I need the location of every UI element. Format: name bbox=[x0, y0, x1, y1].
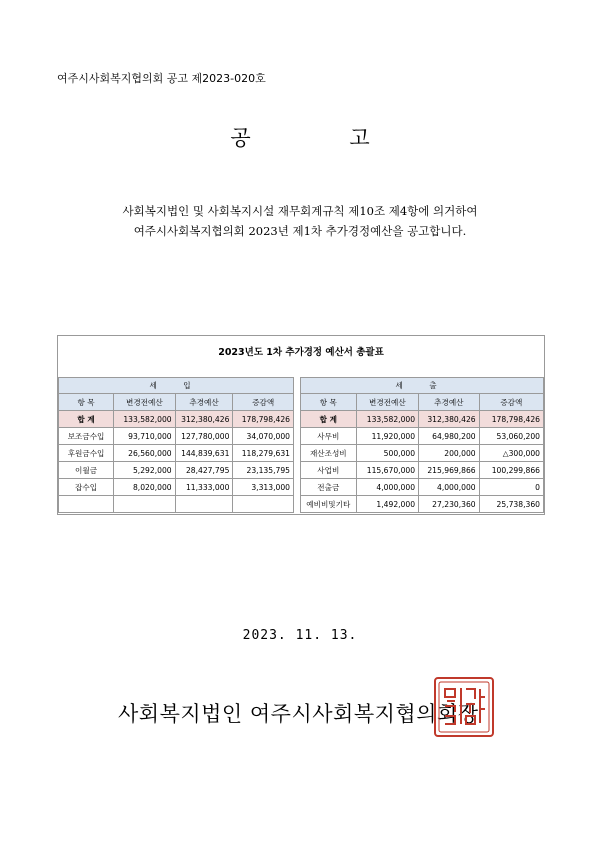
revenue-value-cell: 133,582,000 bbox=[114, 411, 176, 428]
expense-value-cell: 0 bbox=[479, 479, 543, 496]
expense-value-cell: 11,920,000 bbox=[356, 428, 418, 445]
revenue-value-cell: 23,135,795 bbox=[233, 462, 294, 479]
revenue-value-cell: 28,427,795 bbox=[175, 462, 233, 479]
col-header-prev-budget: 변경전예산 bbox=[356, 394, 418, 411]
revenue-item-cell: 보조금수입 bbox=[59, 428, 114, 445]
revenue-value-cell: 26,560,000 bbox=[114, 445, 176, 462]
table-gap bbox=[294, 445, 301, 462]
announcement-date: 2023. 11. 13. bbox=[242, 628, 358, 643]
expense-value-cell: 115,670,000 bbox=[356, 462, 418, 479]
table-row bbox=[59, 496, 544, 513]
expense-value-cell: 178,798,426 bbox=[479, 411, 543, 428]
revenue-item-cell: 합 계 bbox=[59, 411, 114, 428]
expense-item-cell: 사무비 bbox=[301, 428, 357, 445]
revenue-section-header: 세 입 bbox=[59, 378, 294, 394]
budget-summary-table bbox=[58, 377, 544, 513]
document-number: 여주시사회복지협의회 공고 제2023-020호 bbox=[57, 72, 266, 85]
expense-value-cell: 200,000 bbox=[419, 445, 480, 462]
revenue-value-cell: 312,380,426 bbox=[175, 411, 233, 428]
revenue-value-cell bbox=[233, 496, 294, 513]
expense-value-cell: 27,230,360 bbox=[419, 496, 480, 513]
total-row bbox=[59, 411, 544, 428]
expense-value-cell: 53,060,200 bbox=[479, 428, 543, 445]
expense-section-header: 세 출 bbox=[301, 378, 544, 394]
table-gap bbox=[294, 479, 301, 496]
table-gap bbox=[294, 378, 301, 394]
expense-item-cell: 합 계 bbox=[301, 411, 357, 428]
revenue-item-cell: 이월금 bbox=[59, 462, 114, 479]
expense-value-cell: 312,380,426 bbox=[419, 411, 480, 428]
table-row bbox=[59, 445, 544, 462]
revenue-value-cell: 127,780,000 bbox=[175, 428, 233, 445]
col-header-supp-budget: 추경예산 bbox=[419, 394, 480, 411]
revenue-value-cell: 93,710,000 bbox=[114, 428, 176, 445]
revenue-value-cell: 144,839,631 bbox=[175, 445, 233, 462]
col-header-change: 증감액 bbox=[479, 394, 543, 411]
expense-item-cell: 전출금 bbox=[301, 479, 357, 496]
expense-value-cell: 1,492,000 bbox=[356, 496, 418, 513]
expense-value-cell: 64,980,200 bbox=[419, 428, 480, 445]
expense-value-cell: △300,000 bbox=[479, 445, 543, 462]
table-gap bbox=[294, 462, 301, 479]
expense-item-cell: 예비비및기타 bbox=[301, 496, 357, 513]
budget-summary-box bbox=[57, 335, 545, 515]
col-header-prev-budget: 변경전예산 bbox=[114, 394, 176, 411]
revenue-value-cell: 8,020,000 bbox=[114, 479, 176, 496]
signer-name: 사회복지법인 여주시사회복지협의회장 bbox=[118, 702, 479, 726]
table-gap bbox=[294, 411, 301, 428]
revenue-item-cell: 잡수입 bbox=[59, 479, 114, 496]
table-row bbox=[59, 479, 544, 496]
col-header-item: 항 목 bbox=[301, 394, 357, 411]
table-row bbox=[59, 462, 544, 479]
revenue-value-cell: 118,279,631 bbox=[233, 445, 294, 462]
budget-table-title: 2023년도 1차 추가경정 예산서 총괄표 bbox=[218, 347, 384, 358]
expense-item-cell: 사업비 bbox=[301, 462, 357, 479]
expense-value-cell: 215,969,866 bbox=[419, 462, 480, 479]
body-line-2: 여주시사회복지협의회 2023년 제1차 추가경정예산을 공고합니다. bbox=[133, 224, 467, 238]
table-row bbox=[59, 428, 544, 445]
revenue-value-cell: 3,313,000 bbox=[233, 479, 294, 496]
revenue-value-cell: 178,798,426 bbox=[233, 411, 294, 428]
revenue-value-cell bbox=[114, 496, 176, 513]
revenue-value-cell: 11,333,000 bbox=[175, 479, 233, 496]
expense-value-cell: 4,000,000 bbox=[356, 479, 418, 496]
revenue-value-cell: 34,070,000 bbox=[233, 428, 294, 445]
body-line-1: 사회복지법인 및 사회복지시설 재무회계규칙 제10조 제4항에 의거하여 bbox=[122, 204, 478, 218]
table-gap bbox=[294, 428, 301, 445]
revenue-item-cell: 후원금수입 bbox=[59, 445, 114, 462]
table-gap bbox=[294, 394, 301, 411]
revenue-item-cell bbox=[59, 496, 114, 513]
expense-value-cell: 100,299,866 bbox=[479, 462, 543, 479]
revenue-value-cell bbox=[175, 496, 233, 513]
col-header-change: 증감액 bbox=[233, 394, 294, 411]
col-header-supp-budget: 추경예산 bbox=[175, 394, 233, 411]
expense-value-cell: 4,000,000 bbox=[419, 479, 480, 496]
col-header-item: 항 목 bbox=[59, 394, 114, 411]
revenue-value-cell: 5,292,000 bbox=[114, 462, 176, 479]
announcement-body bbox=[0, 201, 600, 241]
table-gap bbox=[294, 496, 301, 513]
expense-value-cell: 25,738,360 bbox=[479, 496, 543, 513]
expense-value-cell: 500,000 bbox=[356, 445, 418, 462]
expense-item-cell: 재산조성비 bbox=[301, 445, 357, 462]
official-seal-icon bbox=[432, 675, 496, 739]
expense-value-cell: 133,582,000 bbox=[356, 411, 418, 428]
document-title: 공 고 bbox=[230, 126, 416, 150]
